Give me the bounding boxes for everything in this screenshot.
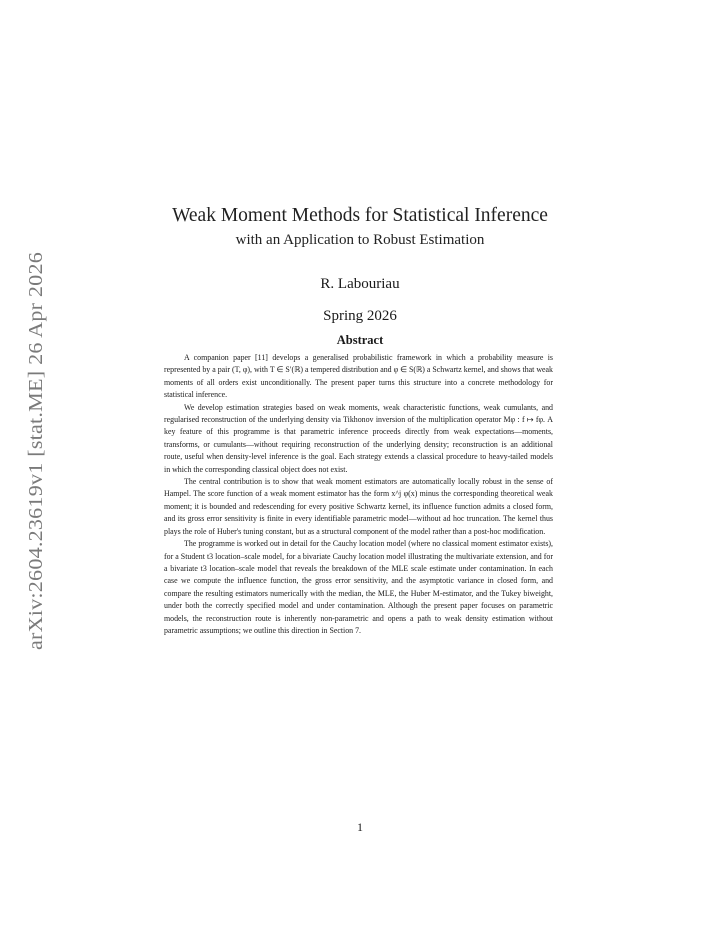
arxiv-identifier-text: arXiv:2604.23619v1 [stat.ME] 26 Apr 2026 <box>25 289 47 650</box>
author-name: R. Labouriau <box>320 276 400 292</box>
abstract-heading: Abstract <box>336 333 384 347</box>
page-number: 1 <box>357 820 363 834</box>
abstract-paragraph: The central contribution is to show that weak moment estimators are automatically locally robust in the sense of Hampel. The score function of a weak moment estimator has the form x^j φ(x) minus the corresponding theoretical weak moment; it is bounded and redescending for every positive Schwartz kernel, its influence function admits a closed form, and its gross error sensitivity is finite in every identifiable parametric model—without ad hoc truncation. The kernel thus plays the role of Huber's tuning constant, but as a structural component of the model rather than a post-hoc modification. <box>164 477 553 536</box>
arxiv-identifier-stamp <box>14 250 54 650</box>
paper-subtitle: with an Application to Robust Estimation <box>235 232 485 248</box>
abstract-paragraph: A companion paper [11] develops a generalised probabilistic framework in which a probability measure is represented by a pair (T, φ), with T ∈ S′(ℝ) a tempered distribution and φ ∈ S(ℝ) a Schwartz kernel, and shows that weak moments of all orders exist unconditionally. The present paper turns this structure into a concrete methodology for statistical inference. <box>164 353 553 400</box>
paper-title: Weak Moment Methods for Statistical Inference <box>172 205 548 226</box>
publication-date: Spring 2026 <box>323 308 397 324</box>
abstract-paragraph: We develop estimation strategies based on weak moments, weak characteristic functions, weak cumulants, and regularised reconstruction of the underlying density via Tikhonov inversion of the multiplication operator Mφ : f ↦ fφ. A key feature of this programme is that parametric inference proceeds directly from weak expectations—moments, transforms, or cumulants—without requiring reconstruction of the underlying density; reconstruction is an additional route, useful when density-level inference is the goal. Each strategy extends a classical procedure to heavy-tailed models in which the corresponding classical object does not exist. <box>164 402 553 474</box>
abstract-paragraph: The programme is worked out in detail for the Cauchy location model (where no classical moment estimator exists), for a Student t3 location–scale model, for a bivariate Cauchy location model illustrating the multivariate extension, and for a bivariate t3 location–scale model that reveals the breakdown of the MLE scale estimate under contamination. In each case we compute the influence function, the gross error sensitivity, and the asymptotic variance in closed form, and compare the resulting estimators numerically with the median, the MLE, the Huber M-estimator, and the Tukey biweight, under both the correctly specified model and under contamination. Although the present paper focuses on parametric models, the reconstruction route is inherently non-parametric and opens a path to weak density estimation without parametric assumptions; we outline this direction in Section 7. <box>164 539 553 635</box>
abstract-body <box>164 352 553 637</box>
